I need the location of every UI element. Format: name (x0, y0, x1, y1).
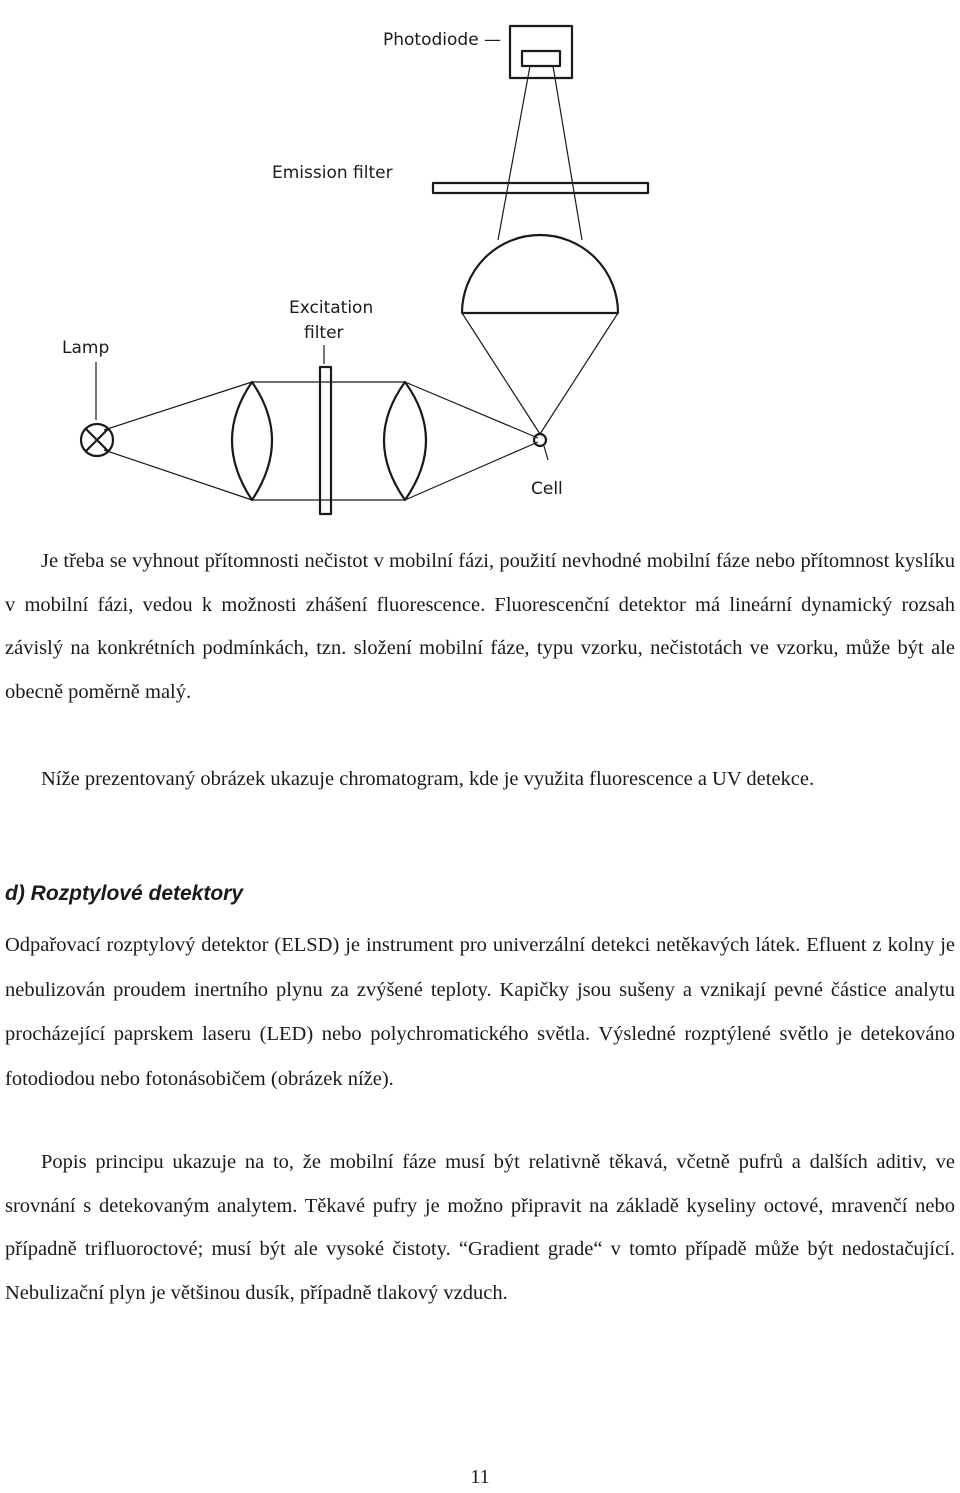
cell-icon (534, 434, 546, 446)
first-lens (232, 382, 272, 500)
page-number: 11 (470, 1466, 490, 1488)
section-heading: d) Rozptylové detektory (5, 882, 244, 905)
excitation-filter-label-line2: filter (304, 323, 344, 343)
cell-label: Cell (531, 479, 563, 499)
excitation-filter-label-line1: Excitation (289, 298, 374, 318)
emission-filter (433, 183, 648, 193)
photodiode-label: Photodiode — (383, 30, 502, 50)
condenser-lens (462, 235, 618, 313)
second-lens (384, 382, 426, 500)
photodiode-window (522, 51, 560, 66)
lamp-label: Lamp (62, 338, 110, 358)
emission-filter-label: Emission filter (272, 163, 393, 183)
paragraph-fluorescence-limits: Je třeba se vyhnout přítomnosti nečistot v mobilní fázi, použití nevhodné mobilní fáze nebo přítomnost kyslíku v mobilní fázi, vedou k možnosti zhášení fluorescence. Fluorescenční detektor má lineární dynamický rozsah závislý na konkrétních podmínkách, tzn. složení mobilní fáze, typu vzorku, nečistotách ve vzorku, může být ale obecně poměrně malý. (5, 550, 955, 703)
paragraph-elsd-description: Odpařovací rozptylový detektor (ELSD) je instrument pro univerzální detekci netěkavých látek. Efluent z kolny je nebulizován proudem inertního plynu za zvýšené teploty. Kapičky jsou sušeny a vznikají pevné částice analytu procházející paprskem laseru (LED) nebo polychromatického světla. Výsledné rozptýlené světlo je detekováno fotodiodou nebo fotonásobičem (obrázek níže). (5, 934, 955, 1090)
paragraph-chromatogram-note: Níže prezentovaný obrázek ukazuje chromatogram, kde je využita fluorescence a UV detekce. (41, 768, 815, 790)
excitation-filter (320, 367, 331, 514)
paragraph-mobile-phase-requirements: Popis principu ukazuje na to, že mobilní fáze musí být relativně těkavá, včetně pufrů a dalších aditiv, ve srovnání s detekovaným analytem. Těkavé pufry je možno připravit na základě kyseliny octové, mravenčí nebo případně trifluoroctové; musí být ale vysoké čistoty. “Gradient grade“ v tomto případě může být nedostačující. Nebulizační plyn je většinou dusík, případně tlakový vzduch. (5, 1151, 955, 1304)
fluorescence-detector-diagram (0, 0, 960, 530)
